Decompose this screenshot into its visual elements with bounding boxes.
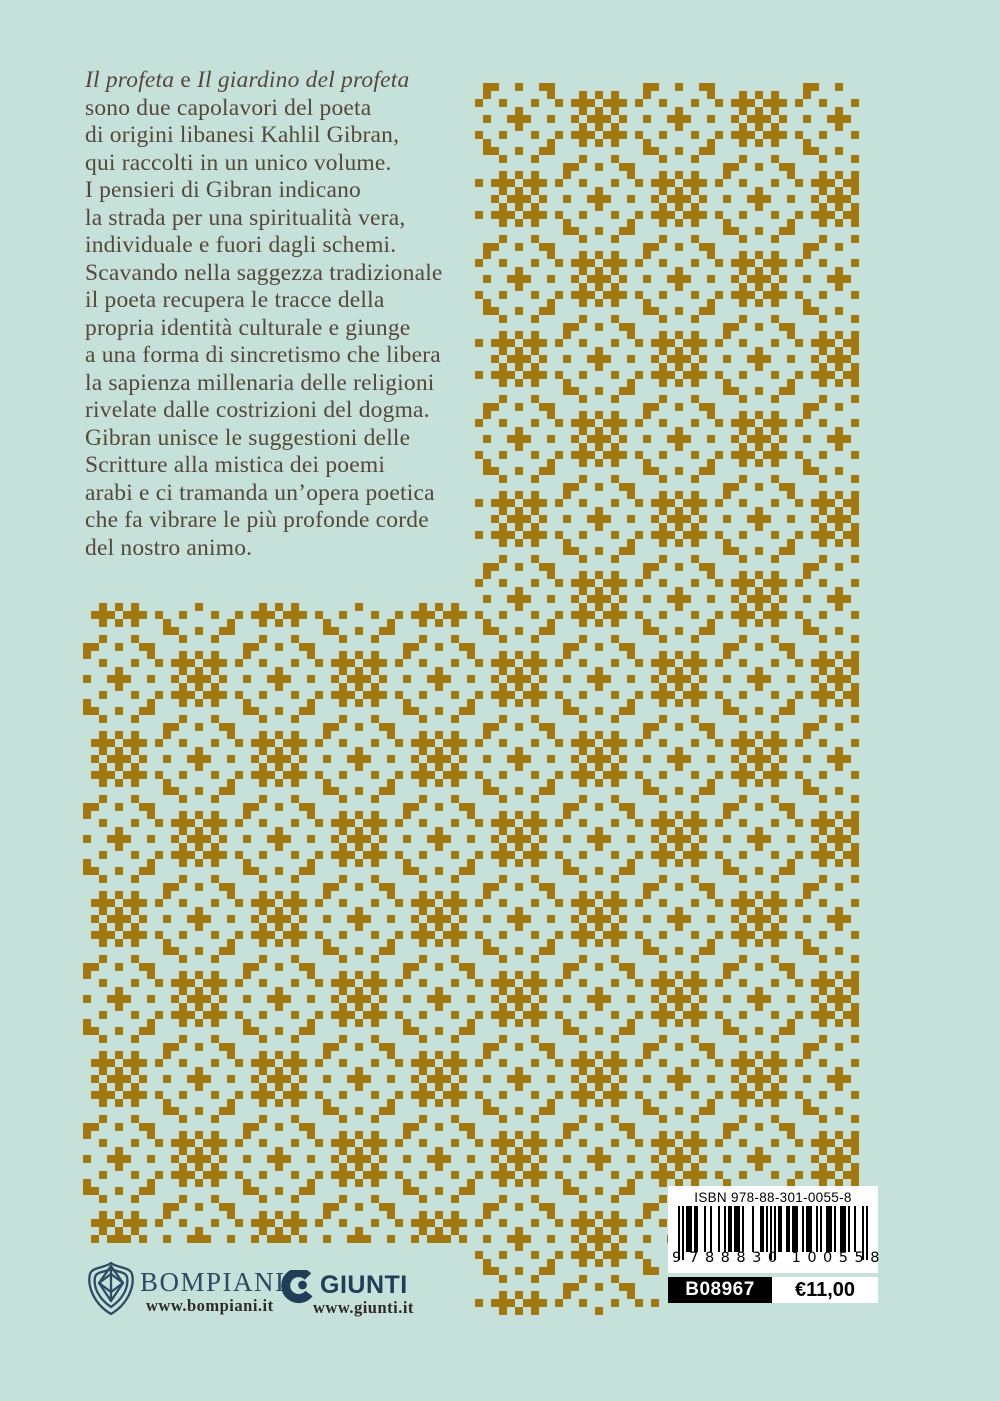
barcode-digits (672, 1250, 886, 1266)
book-description (85, 67, 505, 562)
blurb-line: il poeta recupera le tracce della (85, 287, 385, 313)
blurb-line: la sapienza millenaria delle religioni (85, 369, 435, 396)
isbn-text: ISBN 978-88-301-0055-8 (694, 1190, 852, 1205)
blurb-line: propria identità culturale e giunge (85, 314, 411, 341)
barcode-digits-left: 788830 (689, 1250, 784, 1266)
book-title-1: Il profeta (85, 67, 175, 93)
barcode-digit-lead: 9 (672, 1250, 682, 1266)
blurb-lines (85, 95, 505, 563)
blurb-line: Scritture alla mistica dei poemi (85, 452, 386, 478)
giunti-mark-icon (281, 1270, 315, 1304)
book-title-2: Il giardino del profeta (197, 67, 410, 93)
blurb-line: qui raccolti in un unico volume. (85, 149, 392, 176)
conjunction: e (174, 67, 198, 93)
blurb-first-line (85, 67, 505, 95)
barcode-label (668, 1186, 886, 1273)
blurb-line: Gibran unisce le suggestioni delle (85, 424, 411, 451)
blurb-line: I pensieri di Gibran indicano (85, 177, 361, 203)
blurb-line: del nostro animo. (85, 534, 253, 561)
bompiani-url: www.bompiani.it (146, 1296, 274, 1315)
publisher-code-badge: B08967 (668, 1277, 772, 1303)
blurb-line: a una forma di sincretismo che libera (85, 342, 441, 368)
blurb-line: Scavando nella saggezza tradizionale (85, 259, 443, 286)
bompiani-logo-text: BOMPIANI (140, 1267, 286, 1297)
label-bottom-row (668, 1277, 878, 1303)
giunti-url: www.giunti.it (313, 1298, 414, 1317)
bompiani-emblem-icon (84, 1260, 138, 1318)
blurb-line: individuale e fuori dagli schemi. (85, 232, 397, 258)
blurb-line: la strada per una spiritualità vera, (85, 204, 406, 231)
blurb-line: rivelate dalle costrizioni del dogma. (85, 397, 430, 423)
blurb-line: che fa vibrare le più profonde corde (85, 507, 429, 533)
blurb-line: di origini libanesi Kahlil Gibran, (85, 122, 400, 148)
blurb-line: sono due capolavori del poeta (85, 94, 372, 121)
price: €11,00 (772, 1277, 878, 1303)
barcode-digits-right: 100558 (791, 1250, 886, 1266)
giunti-logo-text: GIUNTI (320, 1271, 408, 1299)
blurb-line: arabi e ci tramanda un’opera poetica (85, 479, 435, 506)
